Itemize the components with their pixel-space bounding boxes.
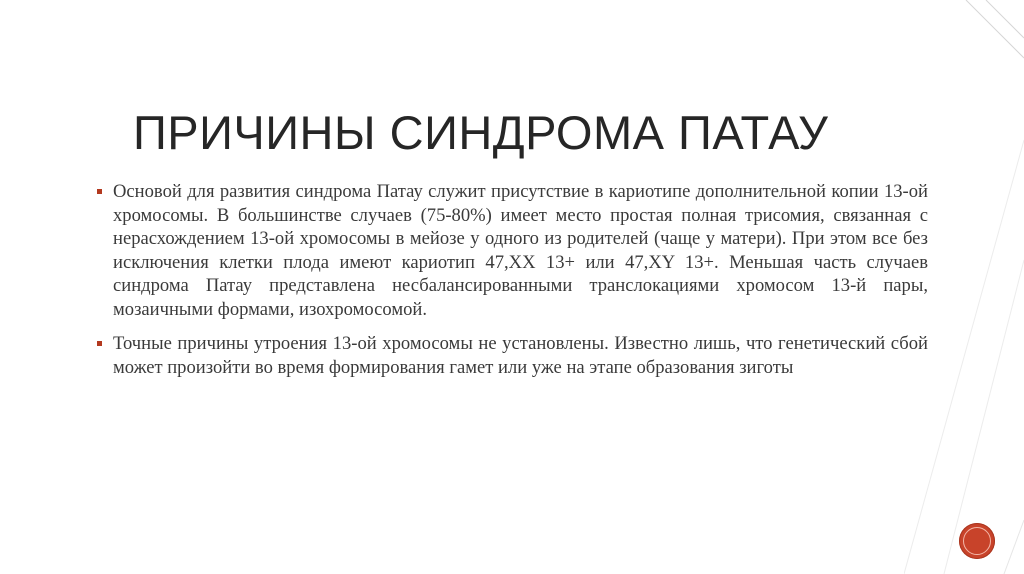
- bullet-item: [113, 180, 928, 321]
- next-slide-button[interactable]: [959, 523, 995, 559]
- bullet-square-icon: [97, 189, 102, 194]
- slide-title: ПРИЧИНЫ СИНДРОМА ПАТАУ: [133, 106, 829, 159]
- circle-button-icon: [963, 527, 991, 555]
- bullet-text: Точные причины утроения 13-ой хромосомы не установлены. Известно лишь, что генетический сбой может произойти во время формирования гамет или уже на этапе образования зиготы: [113, 333, 928, 378]
- bullet-item: [113, 332, 928, 379]
- bullet-square-icon: [97, 341, 102, 346]
- slide-content: [113, 180, 928, 390]
- bullet-text: Основой для развития синдрома Патау служит присутствие в кариотипе дополнительной копии 13-ой хромосомы. В большинстве случаев (75-80%) имеет место простая полная трисомия, связанная с нерасхождением 13-ой хромосомы в мейозе у одного из родителей (чаще у матери). При этом все без исключения клетки плода имеют кариотип 47,XX 13+ или 47,XY 13+. Меньшая часть случаев синдрома Патау представлена несбалансированными транслокациями хромосом 13-й пары, мозаичными формами, изохромосомой.: [113, 181, 928, 320]
